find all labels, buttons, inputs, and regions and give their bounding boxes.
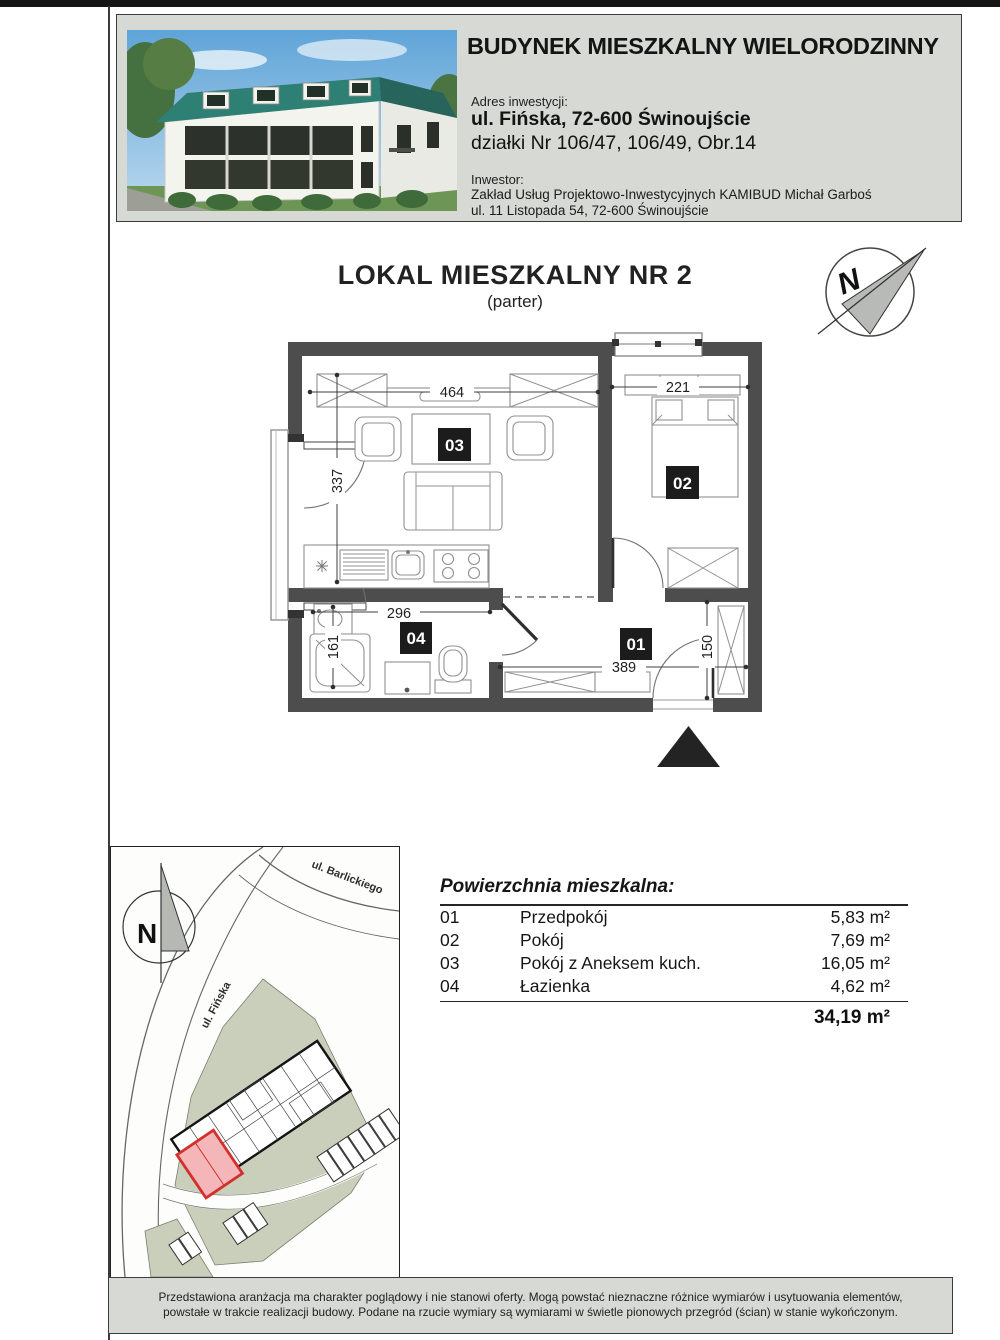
dim-hall-width: 389 xyxy=(611,660,637,676)
room-area: 5,83 m² xyxy=(830,907,890,927)
room-name: Przedpokój xyxy=(520,907,608,927)
bathroom-door xyxy=(502,604,537,655)
investor-label: Inwestor: xyxy=(471,172,524,187)
kitchen-annex xyxy=(304,545,489,588)
room-badge-04 xyxy=(400,622,432,654)
footer-line-2: powstałe w trakcie realizacji budowy. Podane na rzucie wymiary są wymiarami w świetle pionowych przegród (ścian) w stanie wykończonym. xyxy=(163,1305,898,1319)
entrance-marker-triangle xyxy=(657,726,720,767)
table-row xyxy=(440,975,908,998)
dim-living-width: 464 xyxy=(439,385,465,401)
svg-text:04: 04 xyxy=(406,629,426,648)
room-badge-03 xyxy=(438,428,471,461)
area-table xyxy=(440,876,908,1029)
site-map-panel xyxy=(110,846,400,1278)
dim-hall-height: 150 xyxy=(700,634,716,660)
investor-name: Zakład Usług Projektowo-Inwestycyjnych KAMIBUD Michał Garboś xyxy=(471,187,872,202)
dim-bath-height: 161 xyxy=(326,634,342,660)
building-photo xyxy=(127,30,457,211)
document-title: BUDYNEK MIESZKALNY WIELORODZINNY xyxy=(467,33,939,59)
area-table-title: Powierzchnia mieszkalna: xyxy=(440,876,675,897)
north-letter: N xyxy=(832,262,866,302)
site-compass xyxy=(123,863,195,983)
header-panel xyxy=(116,14,962,222)
room-area: 7,69 m² xyxy=(830,930,890,950)
floor-plan xyxy=(270,330,770,780)
north-compass xyxy=(812,240,930,344)
plan-title: LOKAL MIESZKALNY NR 2 xyxy=(337,260,693,290)
total-area: 34,19 m² xyxy=(813,1007,890,1028)
svg-text:02: 02 xyxy=(673,474,692,493)
stove xyxy=(434,550,488,582)
dim-bedroom-width: 221 xyxy=(665,380,691,396)
room-area: 4,62 m² xyxy=(830,976,890,996)
room-no: 02 xyxy=(440,930,460,950)
fridge-symbol xyxy=(316,560,328,572)
street-label-barlickiego: ul. Barlickiego xyxy=(309,858,385,897)
address-street: ul. Fińska, 72-600 Świnoujście xyxy=(471,108,751,130)
table-row xyxy=(440,906,908,929)
table-row xyxy=(440,952,908,975)
room-no: 04 xyxy=(440,976,460,996)
site-map xyxy=(110,846,400,1278)
bedroom-door xyxy=(613,538,663,588)
table-rule-bottom xyxy=(440,1001,908,1002)
dim-bath-width: 296 xyxy=(386,606,412,622)
room-name: Pokój z Aneksem kuch. xyxy=(520,953,701,973)
dim-living-height: 337 xyxy=(330,468,346,494)
page-top-bar xyxy=(0,0,1000,7)
footer-line-1: Przedstawiona aranżacja ma charakter poglądowy i nie stanowi oferty. Mogą powstać nieznaczne różnice wymiarów i usytuowania elementów, xyxy=(158,1290,903,1304)
bedroom-window xyxy=(612,333,702,356)
room-badge-02 xyxy=(666,466,699,499)
street-label-finska: ul. Fińska xyxy=(199,979,234,1031)
site-north-letter: N xyxy=(137,918,158,949)
room-name: Pokój xyxy=(520,930,564,950)
room-no: 03 xyxy=(440,953,460,973)
room-area: 16,05 m² xyxy=(820,953,890,973)
plan-subtitle: (parter) xyxy=(487,292,543,311)
svg-text:03: 03 xyxy=(445,436,464,455)
address-label: Adres inwestycji: xyxy=(471,94,568,109)
table-row xyxy=(440,929,908,952)
investor-address: ul. 11 Listopada 54, 72-600 Świnoujście xyxy=(471,203,709,218)
room-badge-01 xyxy=(620,628,652,660)
footer-disclaimer xyxy=(108,1277,953,1334)
room-name: Łazienka xyxy=(520,976,591,996)
svg-text:01: 01 xyxy=(626,635,646,654)
address-plots: działki Nr 106/47, 106/49, Obr.14 xyxy=(471,132,757,154)
room-no: 01 xyxy=(440,907,460,927)
